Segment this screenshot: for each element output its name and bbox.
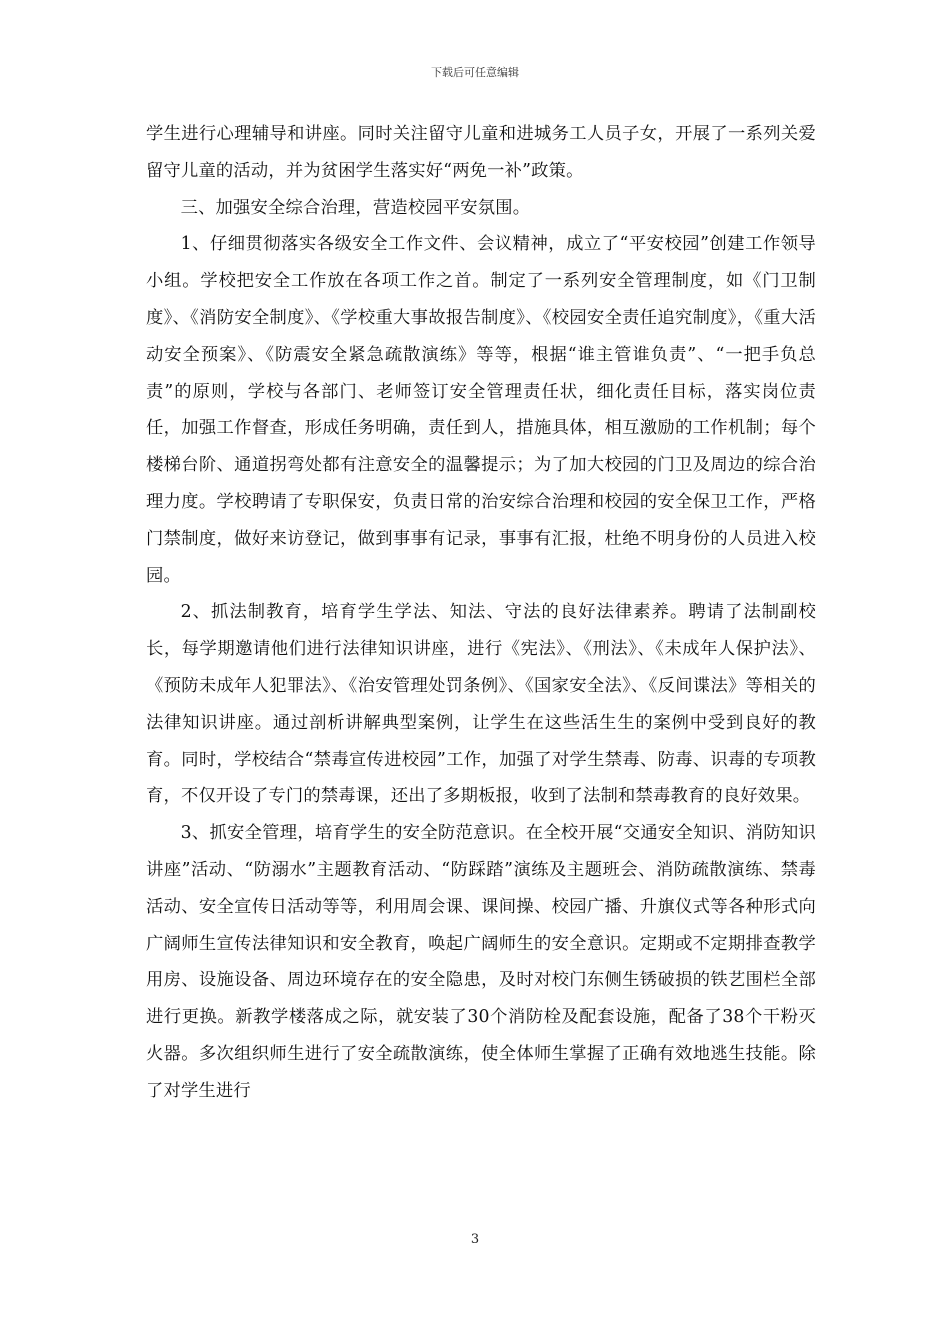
page-header: 下载后可任意编辑 [431,66,519,79]
paragraph-1: 学生进行心理辅导和讲座。同时关注留守儿童和进城务工人员子女，开展了一系列关爱留守儿童的活动，并为贫困学生落实好“两免一补”政策。 [146,124,816,181]
paragraph-5: 3、抓安全管理，培育学生的安全防范意识。在全校开展“交通安全知识、消防知识讲座”活动、“防溺水”主题教育活动、“防踩踏”演练及主题班会、消防疏散演练、禁毒活动、安全宣传日活动等等，利用周会课、课间操、校园广播、升旗仪式等各种形式向广阔师生宣传法律知识和安全教育，唤起广阔师生的安全意识。定期或不定期排查教学用房、设施设备、周边环境存在的安全隐患，及时对校门东侧生锈破损的铁艺围栏全部进行更换。新教学楼落成之际，就安装了30个消防栓及配套设施，配备了38个干粉灭火器。多次组织师生进行了安全疏散演练，使全体师生掌握了正确有效地逃生技能。除了对学生进行 [146,823,816,1101]
paragraph-2-section-heading: 三、加强安全综合治理，营造校园平安氛围。 [180,197,531,218]
document-body [146,116,816,1110]
paragraph-4: 2、抓法制教育，培育学生学法、知法、守法的良好法律素养。聘请了法制副校长，每学期邀请他们进行法律知识讲座，进行《宪法》、《刑法》、《未成年人保护法》、《预防未成年人犯罪法》、《治安管理处罚条例》、《国家安全法》、《反间谍法》等相关的法律知识讲座。通过剖析讲解典型案例，让学生在这些活生生的案例中受到良好的教育。同时，学校结合“禁毒宣传进校园”工作，加强了对学生禁毒、防毒、识毒的专项教育，不仅开设了专门的禁毒课，还出了多期板报，收到了法制和禁毒教育的良好效果。 [146,602,816,807]
paragraph-3: 1、仔细贯彻落实各级安全工作文件、会议精神，成立了“平安校园”创建工作领导小组。学校把安全工作放在各项工作之首。制定了一系列安全管理制度，如《门卫制度》、《消防安全制度》、《学校重大事故报告制度》、《校园安全责任追究制度》，《重大活动安全预案》、《防震安全紧急疏散演练》等等，根据“谁主管谁负责”、“一把手负总责”的原则，学校与各部门、老师签订安全管理责任状，细化责任目标，落实岗位责任，加强工作督查，形成任务明确，责任到人，措施具体，相互激励的工作机制；每个楼梯台阶、通道拐弯处都有注意安全的温馨提示；为了加大校园的门卫及周边的综合治理力度。学校聘请了专职保安，负责日常的治安综合治理和校园的安全保卫工作，严格门禁制度，做好来访登记，做到事事有记录，事事有汇报，杜绝不明身份的人员进入校园。 [146,234,816,586]
page-number: 3 [470,1232,480,1247]
